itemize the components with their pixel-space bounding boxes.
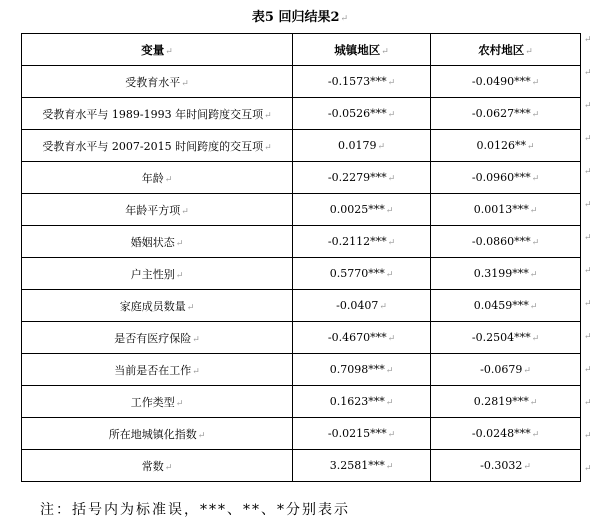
paragraph-mark-icon: ↵ — [531, 174, 540, 184]
coefficient-cell — [431, 130, 581, 162]
cell-text: 0.5770*** — [329, 267, 385, 280]
cell-text: 0.3199*** — [473, 267, 529, 280]
table-row — [22, 450, 581, 482]
variable-cell — [22, 258, 293, 290]
cell-text: -0.2112*** — [327, 235, 387, 248]
paragraph-mark-icon: ↵ — [340, 14, 349, 24]
row-end-mark-icon: ↵ — [584, 35, 592, 45]
cell-text: 3.2581*** — [329, 459, 385, 472]
paragraph-mark-icon: ↵ — [175, 270, 184, 281]
cell-text: -0.4670*** — [327, 331, 387, 344]
paragraph-mark-icon: ↵ — [387, 78, 396, 88]
header-cell — [293, 34, 431, 66]
coefficient-cell — [431, 322, 581, 354]
coefficient-cell — [431, 354, 581, 386]
coefficient-cell — [293, 66, 431, 98]
paragraph-mark-icon: ↵ — [377, 142, 386, 152]
cell-text: 0.0179 — [337, 139, 377, 152]
following-paragraph-text: 注：括号内为标准误，***、**、*分别表示 — [40, 502, 350, 518]
cell-text: 0.7098*** — [329, 363, 385, 376]
coefficient-cell — [293, 162, 431, 194]
variable-cell — [22, 194, 293, 226]
row-end-mark-icon: ↵ — [584, 101, 592, 111]
row-end-mark-icon: ↵ — [584, 233, 592, 243]
variable-cell — [22, 354, 293, 386]
paragraph-mark-icon: ↵ — [523, 462, 531, 472]
paragraph-mark-icon: ↵ — [175, 398, 184, 409]
cell-text: 是否有医疗保险 — [114, 331, 192, 345]
table-row — [22, 130, 581, 162]
cell-text: 婚姻状态 — [130, 235, 175, 249]
row-end-marks — [584, 33, 598, 495]
cell-text: 0.0025*** — [329, 203, 385, 216]
table-row — [22, 386, 581, 418]
row-end-mark-icon: ↵ — [584, 266, 592, 276]
variable-cell — [22, 386, 293, 418]
variable-cell — [22, 450, 293, 482]
paragraph-mark-icon: ↵ — [186, 302, 195, 313]
row-end-mark-icon: ↵ — [584, 299, 592, 309]
coefficient-cell — [431, 290, 581, 322]
paragraph-mark-icon: ↵ — [531, 430, 540, 440]
paragraph-mark-icon: ↵ — [387, 334, 396, 344]
variable-cell — [22, 130, 293, 162]
paragraph-mark-icon: ↵ — [531, 110, 540, 120]
coefficient-cell — [431, 194, 581, 226]
paragraph-mark-icon: ↵ — [175, 238, 184, 249]
coefficient-cell — [431, 258, 581, 290]
paragraph-mark-icon: ↵ — [165, 46, 173, 57]
paragraph-mark-icon: ↵ — [529, 270, 538, 280]
header-cell — [431, 34, 581, 66]
cell-text: -0.0860*** — [471, 235, 531, 248]
cell-text: 农村地区 — [478, 42, 525, 57]
paragraph-mark-icon: ↵ — [385, 398, 394, 408]
caption-text: 表5 回归结果2 — [251, 10, 340, 25]
cell-text: 所在地城镇化指数 — [108, 427, 197, 441]
cell-text: 年龄平方项 — [125, 203, 181, 217]
coefficient-cell — [293, 450, 431, 482]
following-paragraph — [40, 494, 440, 518]
table-row — [22, 162, 581, 194]
coefficient-cell — [431, 162, 581, 194]
row-end-mark-icon: ↵ — [584, 464, 592, 474]
paragraph-mark-icon: ↵ — [523, 366, 531, 376]
coefficient-cell — [431, 226, 581, 258]
table-row — [22, 258, 581, 290]
coefficient-cell — [293, 322, 431, 354]
cell-text: -0.0490*** — [471, 75, 531, 88]
coefficient-cell — [293, 386, 431, 418]
paragraph-mark-icon: ↵ — [387, 430, 396, 440]
paragraph-mark-icon: ↵ — [385, 366, 394, 376]
header-row — [22, 34, 581, 66]
cell-text: 变量 — [141, 42, 165, 57]
row-end-mark-icon: ↵ — [584, 134, 592, 144]
row-end-mark-icon: ↵ — [584, 398, 592, 408]
table-row — [22, 354, 581, 386]
coefficient-cell — [293, 418, 431, 450]
coefficient-cell — [431, 98, 581, 130]
paragraph-mark-icon: ↵ — [181, 78, 189, 89]
coefficient-cell — [431, 386, 581, 418]
row-end-mark-icon: ↵ — [584, 431, 592, 441]
paragraph-mark-icon: ↵ — [181, 206, 189, 217]
coefficient-cell — [431, 450, 581, 482]
paragraph-mark-icon: ↵ — [529, 398, 538, 408]
cell-text: 受教育水平与 1989-1993 年时间跨度交互项 — [42, 107, 264, 121]
variable-cell — [22, 162, 293, 194]
table-row — [22, 66, 581, 98]
row-end-mark-icon: ↵ — [584, 332, 592, 342]
table-row — [22, 290, 581, 322]
paragraph-mark-icon: ↵ — [264, 142, 272, 153]
cell-text: 城镇地区 — [334, 42, 381, 57]
cell-text: 0.0013*** — [473, 203, 529, 216]
paragraph-mark-icon: ↵ — [531, 238, 540, 248]
cell-text: 家庭成员数量 — [119, 299, 186, 313]
cell-text: 当前是否在工作 — [114, 363, 192, 377]
coefficient-cell — [293, 98, 431, 130]
variable-cell — [22, 322, 293, 354]
cell-text: -0.0407 — [336, 299, 379, 312]
table-row — [22, 226, 581, 258]
cell-text: -0.2504*** — [471, 331, 531, 344]
coefficient-cell — [293, 194, 431, 226]
variable-cell — [22, 66, 293, 98]
paragraph-mark-icon: ↵ — [385, 462, 394, 472]
coefficient-cell — [293, 258, 431, 290]
paragraph-mark-icon: ↵ — [379, 302, 387, 312]
coefficient-cell — [293, 130, 431, 162]
cell-text: 年龄 — [141, 171, 164, 185]
row-end-mark-icon: ↵ — [584, 365, 592, 375]
variable-cell — [22, 226, 293, 258]
paragraph-mark-icon: ↵ — [381, 46, 389, 57]
paragraph-mark-icon: ↵ — [164, 174, 173, 185]
cell-text: -0.0526*** — [327, 107, 387, 120]
cell-text: 受教育水平 — [125, 75, 181, 89]
coefficient-cell — [431, 418, 581, 450]
paragraph-mark-icon: ↵ — [529, 206, 538, 216]
cell-text: 0.1623*** — [329, 395, 385, 408]
cell-text: 0.2819*** — [473, 395, 529, 408]
paragraph-mark-icon: ↵ — [385, 270, 394, 280]
coefficient-cell — [293, 226, 431, 258]
paragraph-mark-icon: ↵ — [529, 302, 538, 312]
paragraph-mark-icon: ↵ — [192, 334, 200, 345]
cell-text: -0.0627*** — [471, 107, 531, 120]
cell-text: -0.2279*** — [327, 171, 387, 184]
cell-text: -0.0215*** — [327, 427, 387, 440]
cell-text: 受教育水平与 2007-2015 时间跨度的交互项 — [42, 139, 264, 153]
paragraph-mark-icon: ↵ — [526, 142, 535, 152]
coefficient-cell — [431, 66, 581, 98]
row-end-mark-icon: ↵ — [584, 200, 592, 210]
paragraph-mark-icon: ↵ — [385, 206, 394, 216]
cell-text: -0.0679 — [480, 363, 523, 376]
row-end-mark-icon: ↵ — [584, 68, 592, 78]
paragraph-mark-icon: ↵ — [164, 462, 173, 473]
coefficient-cell — [293, 354, 431, 386]
regression-results-table — [21, 33, 581, 482]
paragraph-mark-icon: ↵ — [264, 110, 272, 121]
coefficient-cell — [293, 290, 431, 322]
table-body — [22, 66, 581, 482]
cell-text: 户主性别 — [130, 267, 175, 281]
cell-text: 0.0126** — [476, 139, 526, 152]
paragraph-mark-icon: ↵ — [197, 430, 206, 441]
variable-cell — [22, 98, 293, 130]
table-header — [22, 34, 581, 66]
variable-cell — [22, 290, 293, 322]
cell-text: -0.0960*** — [471, 171, 531, 184]
cell-text: 0.0459*** — [473, 299, 529, 312]
table-row — [22, 194, 581, 226]
row-end-mark-icon: ↵ — [584, 167, 592, 177]
table-row — [22, 322, 581, 354]
table-row — [22, 418, 581, 450]
cell-text: -0.0248*** — [471, 427, 531, 440]
table-caption — [0, 6, 600, 25]
paragraph-mark-icon: ↵ — [387, 174, 396, 184]
paragraph-mark-icon: ↵ — [192, 366, 200, 377]
cell-text: -0.3032 — [480, 459, 523, 472]
cell-text: -0.1573*** — [327, 75, 387, 88]
paragraph-mark-icon: ↵ — [531, 334, 540, 344]
paragraph-mark-icon: ↵ — [531, 78, 540, 88]
variable-cell — [22, 418, 293, 450]
cell-text: 常数 — [141, 459, 164, 473]
paragraph-mark-icon: ↵ — [525, 46, 533, 57]
table-row — [22, 98, 581, 130]
cell-text: 工作类型 — [130, 395, 175, 409]
paragraph-mark-icon: ↵ — [387, 110, 396, 120]
paragraph-mark-icon: ↵ — [387, 238, 396, 248]
header-cell — [22, 34, 293, 66]
